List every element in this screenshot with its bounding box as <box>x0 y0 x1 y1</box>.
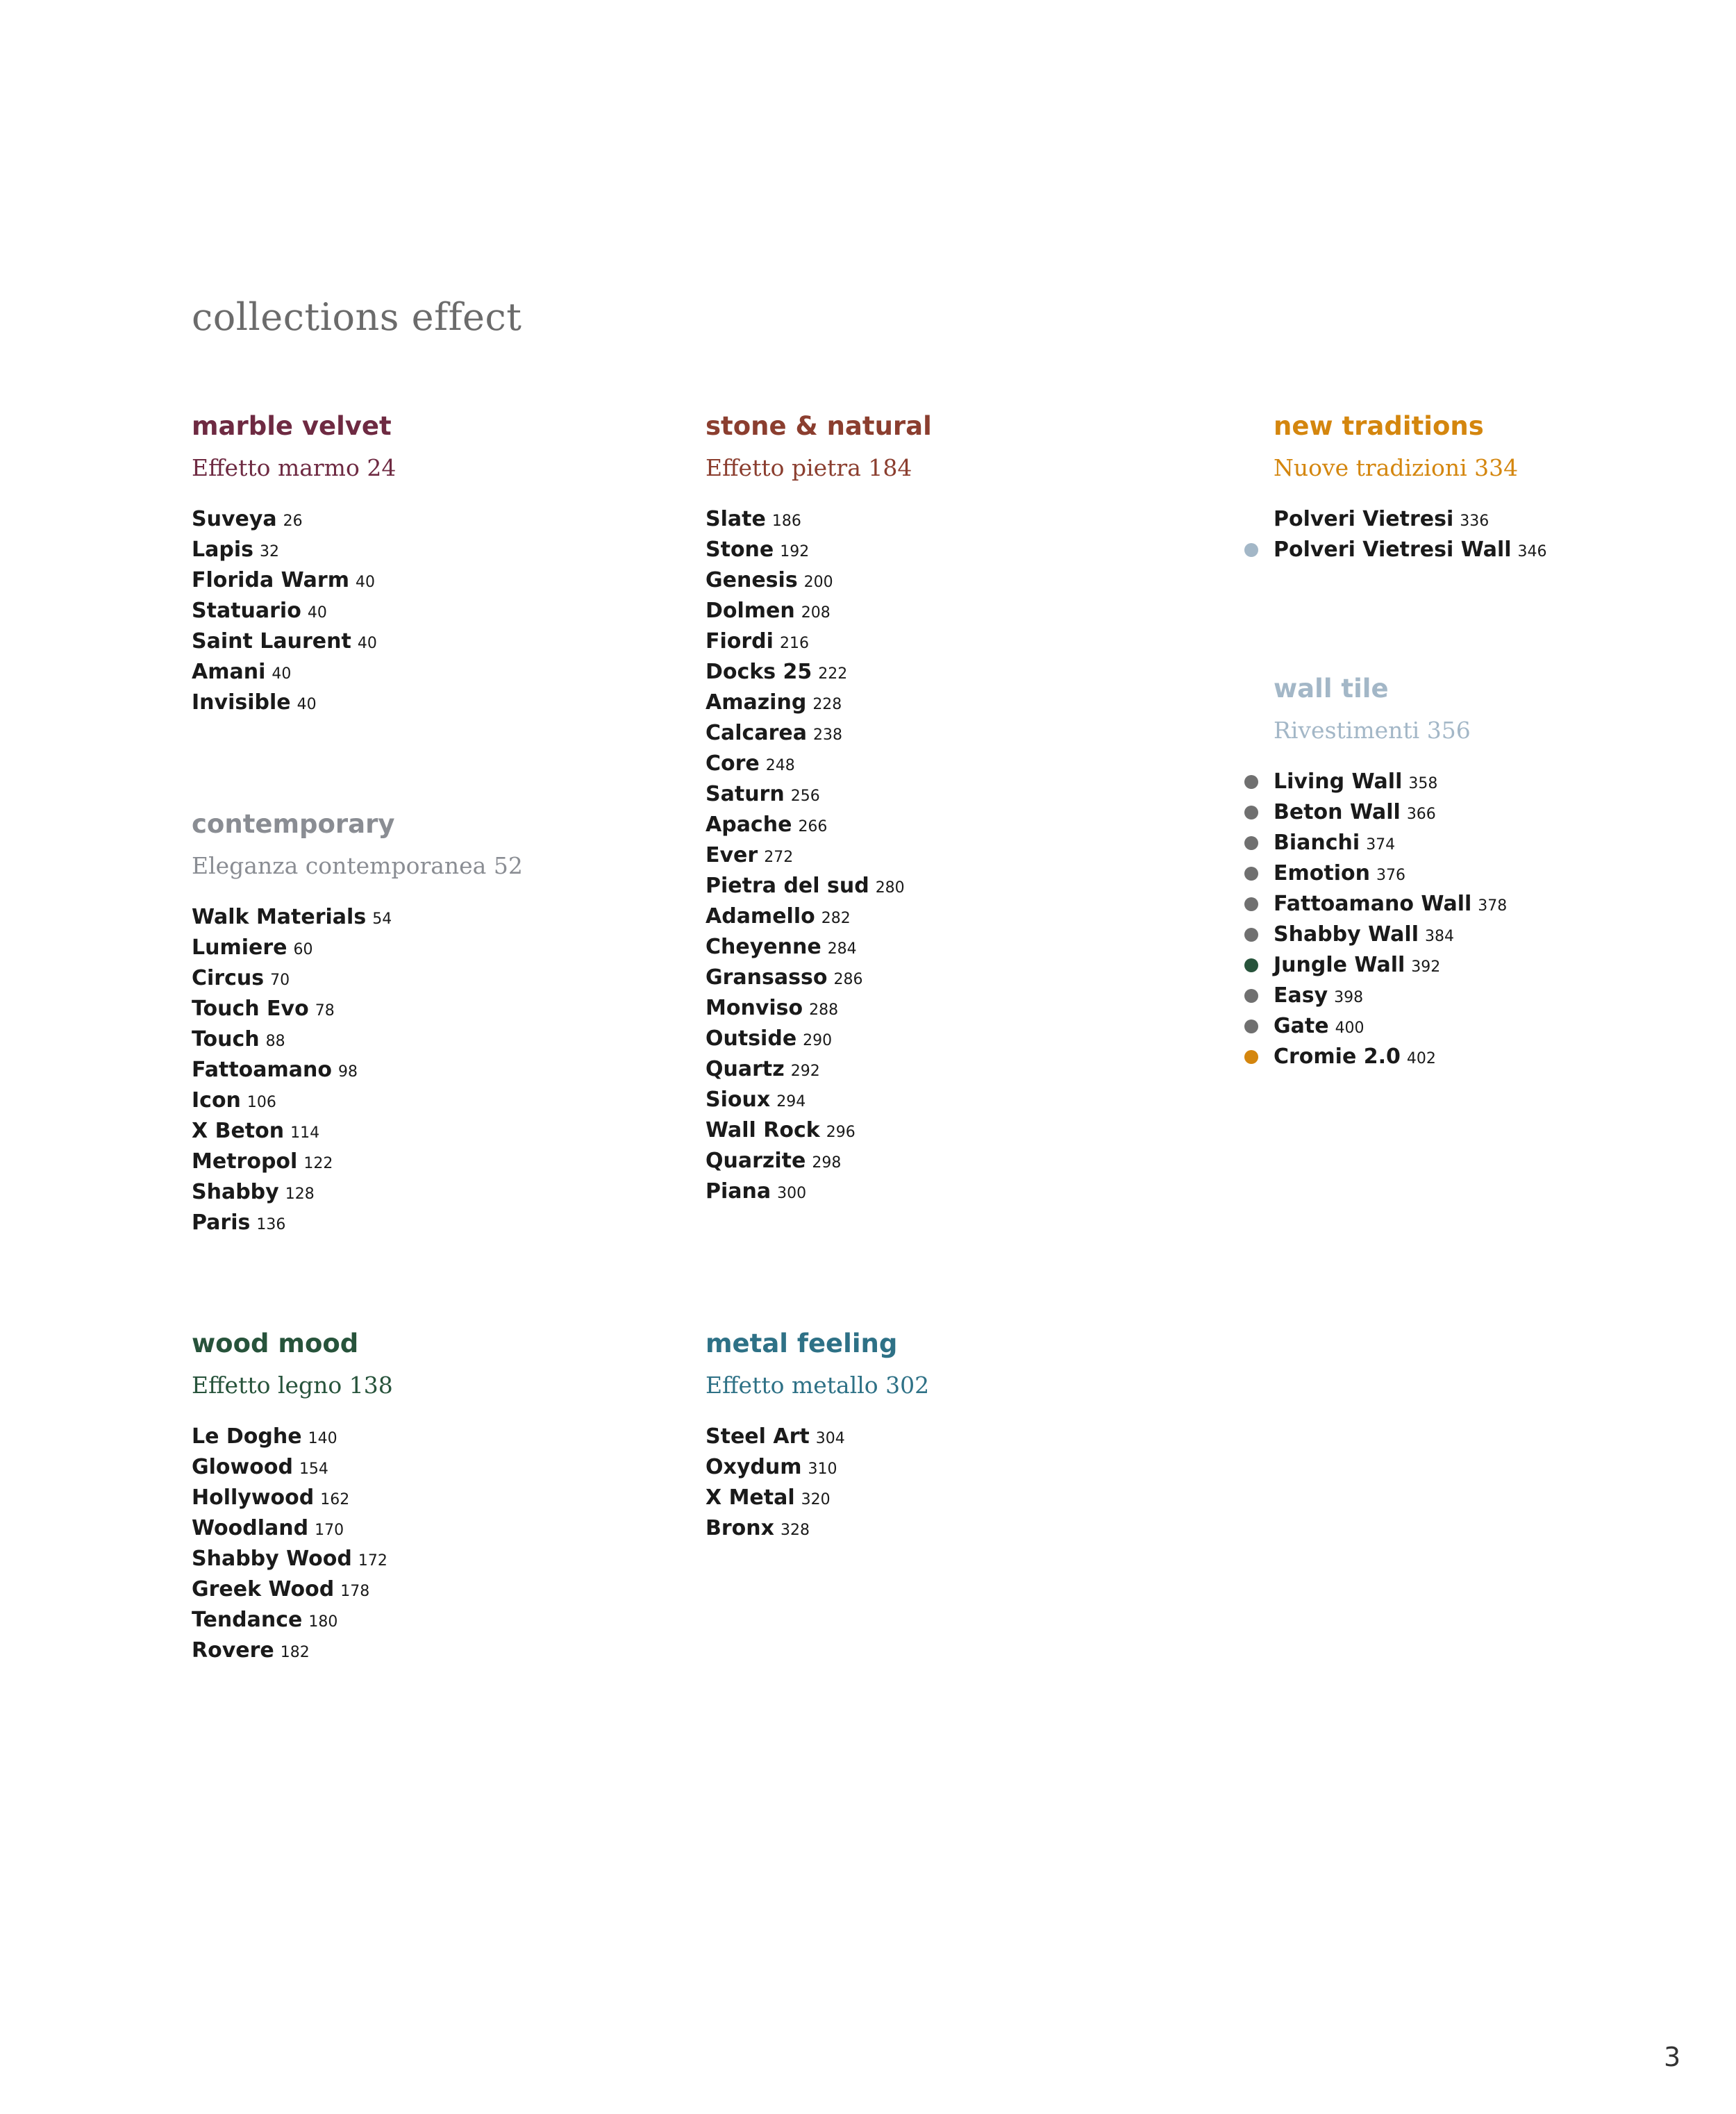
collection-item <box>192 1116 523 1147</box>
collection-name: Fiordi <box>706 629 774 654</box>
collection-name: Amazing <box>706 690 807 715</box>
collection-name: Amani <box>192 660 266 684</box>
collection-item <box>706 535 932 565</box>
collection-page-number: 88 <box>265 1033 285 1050</box>
collection-page-number: 310 <box>808 1460 837 1478</box>
collection-item <box>706 718 932 749</box>
collection-page-number: 336 <box>1460 513 1489 530</box>
collection-page-number: 328 <box>780 1522 810 1539</box>
collection-item <box>706 1115 932 1146</box>
collection-item <box>192 1452 393 1483</box>
section-subtitle: Eleganza contemporanea 52 <box>192 852 523 879</box>
collection-page-number: 200 <box>803 574 833 591</box>
collection-item <box>706 810 932 840</box>
collection-name: Piana <box>706 1179 771 1204</box>
collection-name: Docks 25 <box>706 660 812 684</box>
collection-item <box>706 688 932 718</box>
collection-page-number: 186 <box>771 513 801 530</box>
collection-item <box>192 1085 523 1116</box>
collection-name: Wall Rock <box>706 1118 820 1142</box>
collection-name: Lapis <box>192 538 253 562</box>
collection-page-number: 376 <box>1376 867 1405 884</box>
collection-name: Monviso <box>706 996 803 1020</box>
collection-item <box>1274 1011 1507 1042</box>
collection-item <box>706 565 932 596</box>
collection-name: Greek Wood <box>192 1577 335 1601</box>
collection-name: Hollywood <box>192 1485 315 1510</box>
section-wall-tile <box>1274 672 1507 1072</box>
section-contemporary <box>192 808 523 1238</box>
collection-item <box>192 1483 393 1513</box>
collection-page-number: 402 <box>1406 1050 1436 1067</box>
collection-item <box>706 840 932 871</box>
collection-item <box>192 626 396 657</box>
collection-page-number: 398 <box>1334 989 1364 1006</box>
section-title: new traditions <box>1274 411 1484 441</box>
collection-page-number: 114 <box>290 1124 320 1142</box>
collection-page-number: 266 <box>798 818 828 835</box>
section-stone-natural <box>706 410 932 1207</box>
collection-name: X Metal <box>706 1485 795 1510</box>
collection-page-number: 40 <box>355 574 375 591</box>
collection-item <box>706 1176 932 1207</box>
collection-page-number: 136 <box>256 1216 286 1233</box>
bullet-dot-icon <box>1244 1019 1258 1033</box>
collection-name: Circus <box>192 966 265 990</box>
collection-item <box>192 1055 523 1085</box>
section-subtitle: Effetto metallo 302 <box>706 1372 930 1399</box>
collection-item <box>1274 767 1507 797</box>
collection-item <box>1274 981 1507 1011</box>
collection-item <box>1274 535 1547 565</box>
collection-item <box>1274 828 1507 858</box>
section-title: metal feeling <box>706 1329 898 1358</box>
collection-item <box>706 871 932 901</box>
collection-page-number: 286 <box>833 971 863 988</box>
collection-item <box>192 902 523 933</box>
collection-name: Florida Warm <box>192 568 349 592</box>
collection-name: Stone <box>706 538 774 562</box>
collection-page-number: 180 <box>308 1613 338 1631</box>
section-metal-feeling <box>706 1327 929 1544</box>
collection-name: Calcarea <box>706 721 807 745</box>
collection-name: Invisible <box>192 690 291 715</box>
collection-page-number: 346 <box>1517 543 1547 560</box>
collection-item <box>706 1513 929 1544</box>
collection-page-number: 400 <box>1335 1019 1364 1037</box>
section-new-traditions <box>1274 410 1547 565</box>
collection-page-number: 32 <box>259 543 279 560</box>
collection-name: Emotion <box>1274 861 1370 885</box>
collection-name: Quartz <box>706 1057 785 1081</box>
collection-item <box>192 1513 393 1544</box>
collection-name: Shabby Wood <box>192 1547 352 1571</box>
section-title: contemporary <box>192 809 395 839</box>
collection-item <box>1274 858 1507 889</box>
collection-name: Tendance <box>192 1608 303 1632</box>
collection-name: Touch <box>192 1027 260 1051</box>
collection-name: Rovere <box>192 1638 274 1663</box>
collection-page-number: 228 <box>812 696 842 713</box>
collection-page-number: 298 <box>812 1154 842 1172</box>
collection-name: Outside <box>706 1026 797 1051</box>
collection-page-number: 216 <box>779 635 809 652</box>
collection-item <box>706 1146 932 1176</box>
collection-name: Shabby Wall <box>1274 922 1419 947</box>
collection-page-number: 366 <box>1406 806 1436 823</box>
collection-page-number: 280 <box>875 879 905 897</box>
collection-name: Apache <box>706 813 792 837</box>
collection-item <box>192 565 396 596</box>
bullet-dot-icon <box>1244 775 1258 789</box>
collection-name: Cheyenne <box>706 935 821 959</box>
collection-page-number: 172 <box>358 1552 387 1570</box>
collection-page-number: 106 <box>247 1094 276 1111</box>
collection-name: Shabby <box>192 1180 279 1204</box>
collection-item <box>706 1054 932 1085</box>
collection-name: Fattoamano Wall <box>1274 892 1472 916</box>
collection-item <box>1274 919 1507 950</box>
collection-page-number: 98 <box>338 1063 358 1081</box>
collection-name: Steel Art <box>706 1424 810 1449</box>
bullet-dot-icon <box>1244 836 1258 850</box>
collection-item <box>706 596 932 626</box>
collection-name: Fattoamano <box>192 1058 332 1082</box>
bullet-dot-icon <box>1244 1050 1258 1064</box>
collection-item <box>1274 1042 1507 1072</box>
collection-name: Woodland <box>192 1516 309 1540</box>
collection-name: Metropol <box>192 1149 298 1174</box>
bullet-dot-icon <box>1244 958 1258 972</box>
collection-item <box>706 1024 932 1054</box>
collection-name: Dolmen <box>706 599 795 623</box>
collection-name: X Beton <box>192 1119 285 1143</box>
collection-item <box>192 1422 393 1452</box>
collection-name: Sioux <box>706 1088 771 1112</box>
collection-page-number: 238 <box>812 726 842 744</box>
collection-page-number: 140 <box>308 1430 337 1447</box>
collection-item <box>1274 889 1507 919</box>
collection-page-number: 78 <box>315 1002 335 1019</box>
collection-page-number: 40 <box>297 696 317 713</box>
collection-item <box>192 657 396 688</box>
collection-name: Glowood <box>192 1455 293 1479</box>
collection-item <box>192 1147 523 1177</box>
collection-page-number: 40 <box>357 635 377 652</box>
collection-page-number: 392 <box>1411 958 1441 976</box>
collection-item <box>1274 950 1507 981</box>
collection-page-number: 182 <box>280 1644 310 1661</box>
section-wood-mood <box>192 1327 393 1666</box>
collection-item <box>706 504 932 535</box>
collection-name: Statuario <box>192 599 301 623</box>
collection-name: Living Wall <box>1274 769 1403 794</box>
collection-page-number: 296 <box>826 1124 856 1141</box>
collection-name: Saturn <box>706 782 785 806</box>
collection-item <box>192 1177 523 1208</box>
collection-name: Ever <box>706 843 758 867</box>
collection-name: Core <box>706 751 760 776</box>
collection-item <box>706 1483 929 1513</box>
collection-item <box>192 994 523 1024</box>
collection-item <box>706 1085 932 1115</box>
collection-item <box>192 1208 523 1238</box>
collection-page-number: 122 <box>303 1155 333 1172</box>
collection-list <box>706 1422 929 1544</box>
collection-page-number: 222 <box>818 665 848 683</box>
section-title: marble velvet <box>192 411 392 441</box>
collection-page-number: 378 <box>1478 897 1508 915</box>
collection-name: Jungle Wall <box>1274 953 1405 977</box>
collection-list <box>1274 504 1547 565</box>
collection-page-number: 40 <box>272 665 292 683</box>
section-title: wood mood <box>192 1329 359 1358</box>
collection-page-number: 26 <box>283 513 303 530</box>
collection-name: Adamello <box>706 904 815 929</box>
collection-page-number: 304 <box>815 1430 845 1447</box>
collection-item <box>192 1636 393 1666</box>
collection-name: Beton Wall <box>1274 800 1401 824</box>
section-subtitle: Nuove tradizioni 334 <box>1274 454 1519 481</box>
page-number: 3 <box>1664 2042 1681 2072</box>
collection-item <box>706 657 932 688</box>
collection-page-number: 358 <box>1408 775 1438 792</box>
collection-item <box>192 1605 393 1636</box>
collection-name: Walk Materials <box>192 905 367 929</box>
collection-name: Bianchi <box>1274 831 1360 855</box>
collection-list <box>706 504 932 1207</box>
collection-item <box>192 535 396 565</box>
collection-page-number: 192 <box>780 543 810 560</box>
collection-page-number: 290 <box>803 1032 833 1049</box>
collection-item <box>192 933 523 963</box>
collection-name: Le Doghe <box>192 1424 302 1449</box>
collection-name: Quarzite <box>706 1149 806 1173</box>
section-subtitle: Effetto legno 138 <box>192 1372 393 1399</box>
collection-name: Oxydum <box>706 1455 802 1479</box>
section-subtitle: Rivestimenti 356 <box>1274 717 1471 744</box>
collection-item <box>706 626 932 657</box>
section-subtitle: Effetto marmo 24 <box>192 454 397 481</box>
collection-page-number: 288 <box>809 1001 839 1019</box>
collection-item <box>706 779 932 810</box>
section-marble-velvet <box>192 410 396 718</box>
collection-list <box>192 902 523 1238</box>
collection-name: Genesis <box>706 568 798 592</box>
collection-page-number: 256 <box>790 788 820 805</box>
collection-page-number: 162 <box>320 1491 350 1508</box>
collection-list <box>1274 767 1507 1072</box>
collection-name: Slate <box>706 507 766 531</box>
collection-item <box>706 749 932 779</box>
collection-page-number: 374 <box>1366 836 1396 854</box>
page-title: collections effect <box>192 295 522 339</box>
collection-item <box>706 1422 929 1452</box>
collection-page-number: 154 <box>299 1460 328 1478</box>
bullet-dot-icon <box>1244 867 1258 881</box>
collection-name: Saint Laurent <box>192 629 351 654</box>
collection-page-number: 128 <box>285 1185 315 1203</box>
collection-name: Suveya <box>192 507 277 531</box>
collection-item <box>1274 504 1547 535</box>
collection-name: Paris <box>192 1210 251 1235</box>
collection-item <box>706 1452 929 1483</box>
collection-name: Icon <box>192 1088 241 1113</box>
bullet-dot-icon <box>1244 989 1258 1003</box>
collection-item <box>706 932 932 963</box>
bullet-dot-icon <box>1244 928 1258 942</box>
collection-page-number: 292 <box>790 1063 820 1080</box>
collection-page-number: 248 <box>765 757 795 774</box>
collection-name: Gate <box>1274 1014 1329 1038</box>
collection-name: Polveri Vietresi <box>1274 507 1454 531</box>
collection-page-number: 60 <box>293 941 313 958</box>
bullet-dot-icon <box>1244 897 1258 911</box>
collection-page-number: 320 <box>801 1491 831 1508</box>
collection-page-number: 170 <box>315 1522 344 1539</box>
collection-page-number: 300 <box>777 1185 807 1202</box>
collection-item <box>192 1544 393 1574</box>
collection-page-number: 70 <box>270 972 290 989</box>
collection-name: Gransasso <box>706 965 828 990</box>
collection-page-number: 40 <box>307 604 327 622</box>
bullet-dot-icon <box>1244 806 1258 819</box>
collection-page-number: 208 <box>801 604 831 622</box>
collection-name: Pietra del sud <box>706 874 869 898</box>
collection-item <box>192 1024 523 1055</box>
bullet-dot-icon <box>1244 543 1258 557</box>
collection-item <box>706 901 932 932</box>
collection-page-number: 272 <box>764 849 794 866</box>
section-title: wall tile <box>1274 674 1389 704</box>
collection-name: Bronx <box>706 1516 774 1540</box>
collection-item <box>192 504 396 535</box>
collection-page-number: 284 <box>827 940 857 958</box>
collection-name: Polveri Vietresi Wall <box>1274 538 1512 562</box>
collection-item <box>706 993 932 1024</box>
collection-item <box>192 1574 393 1605</box>
collection-item <box>192 963 523 994</box>
collection-page-number: 178 <box>340 1583 370 1600</box>
section-title: stone & natural <box>706 411 932 441</box>
collection-item <box>192 596 396 626</box>
collection-name: Easy <box>1274 983 1328 1008</box>
collection-list <box>192 1422 393 1666</box>
collection-page-number: 384 <box>1425 928 1454 945</box>
collection-name: Touch Evo <box>192 997 309 1021</box>
collection-item <box>706 963 932 993</box>
section-subtitle: Effetto pietra 184 <box>706 454 912 481</box>
collection-list <box>192 504 396 718</box>
collection-name: Lumiere <box>192 935 287 960</box>
collection-page-number: 282 <box>821 910 851 927</box>
collection-page-number: 54 <box>372 910 392 928</box>
collection-page-number: 294 <box>776 1093 806 1110</box>
collection-item <box>192 688 396 718</box>
collection-name: Cromie 2.0 <box>1274 1044 1401 1069</box>
collection-item <box>1274 797 1507 828</box>
